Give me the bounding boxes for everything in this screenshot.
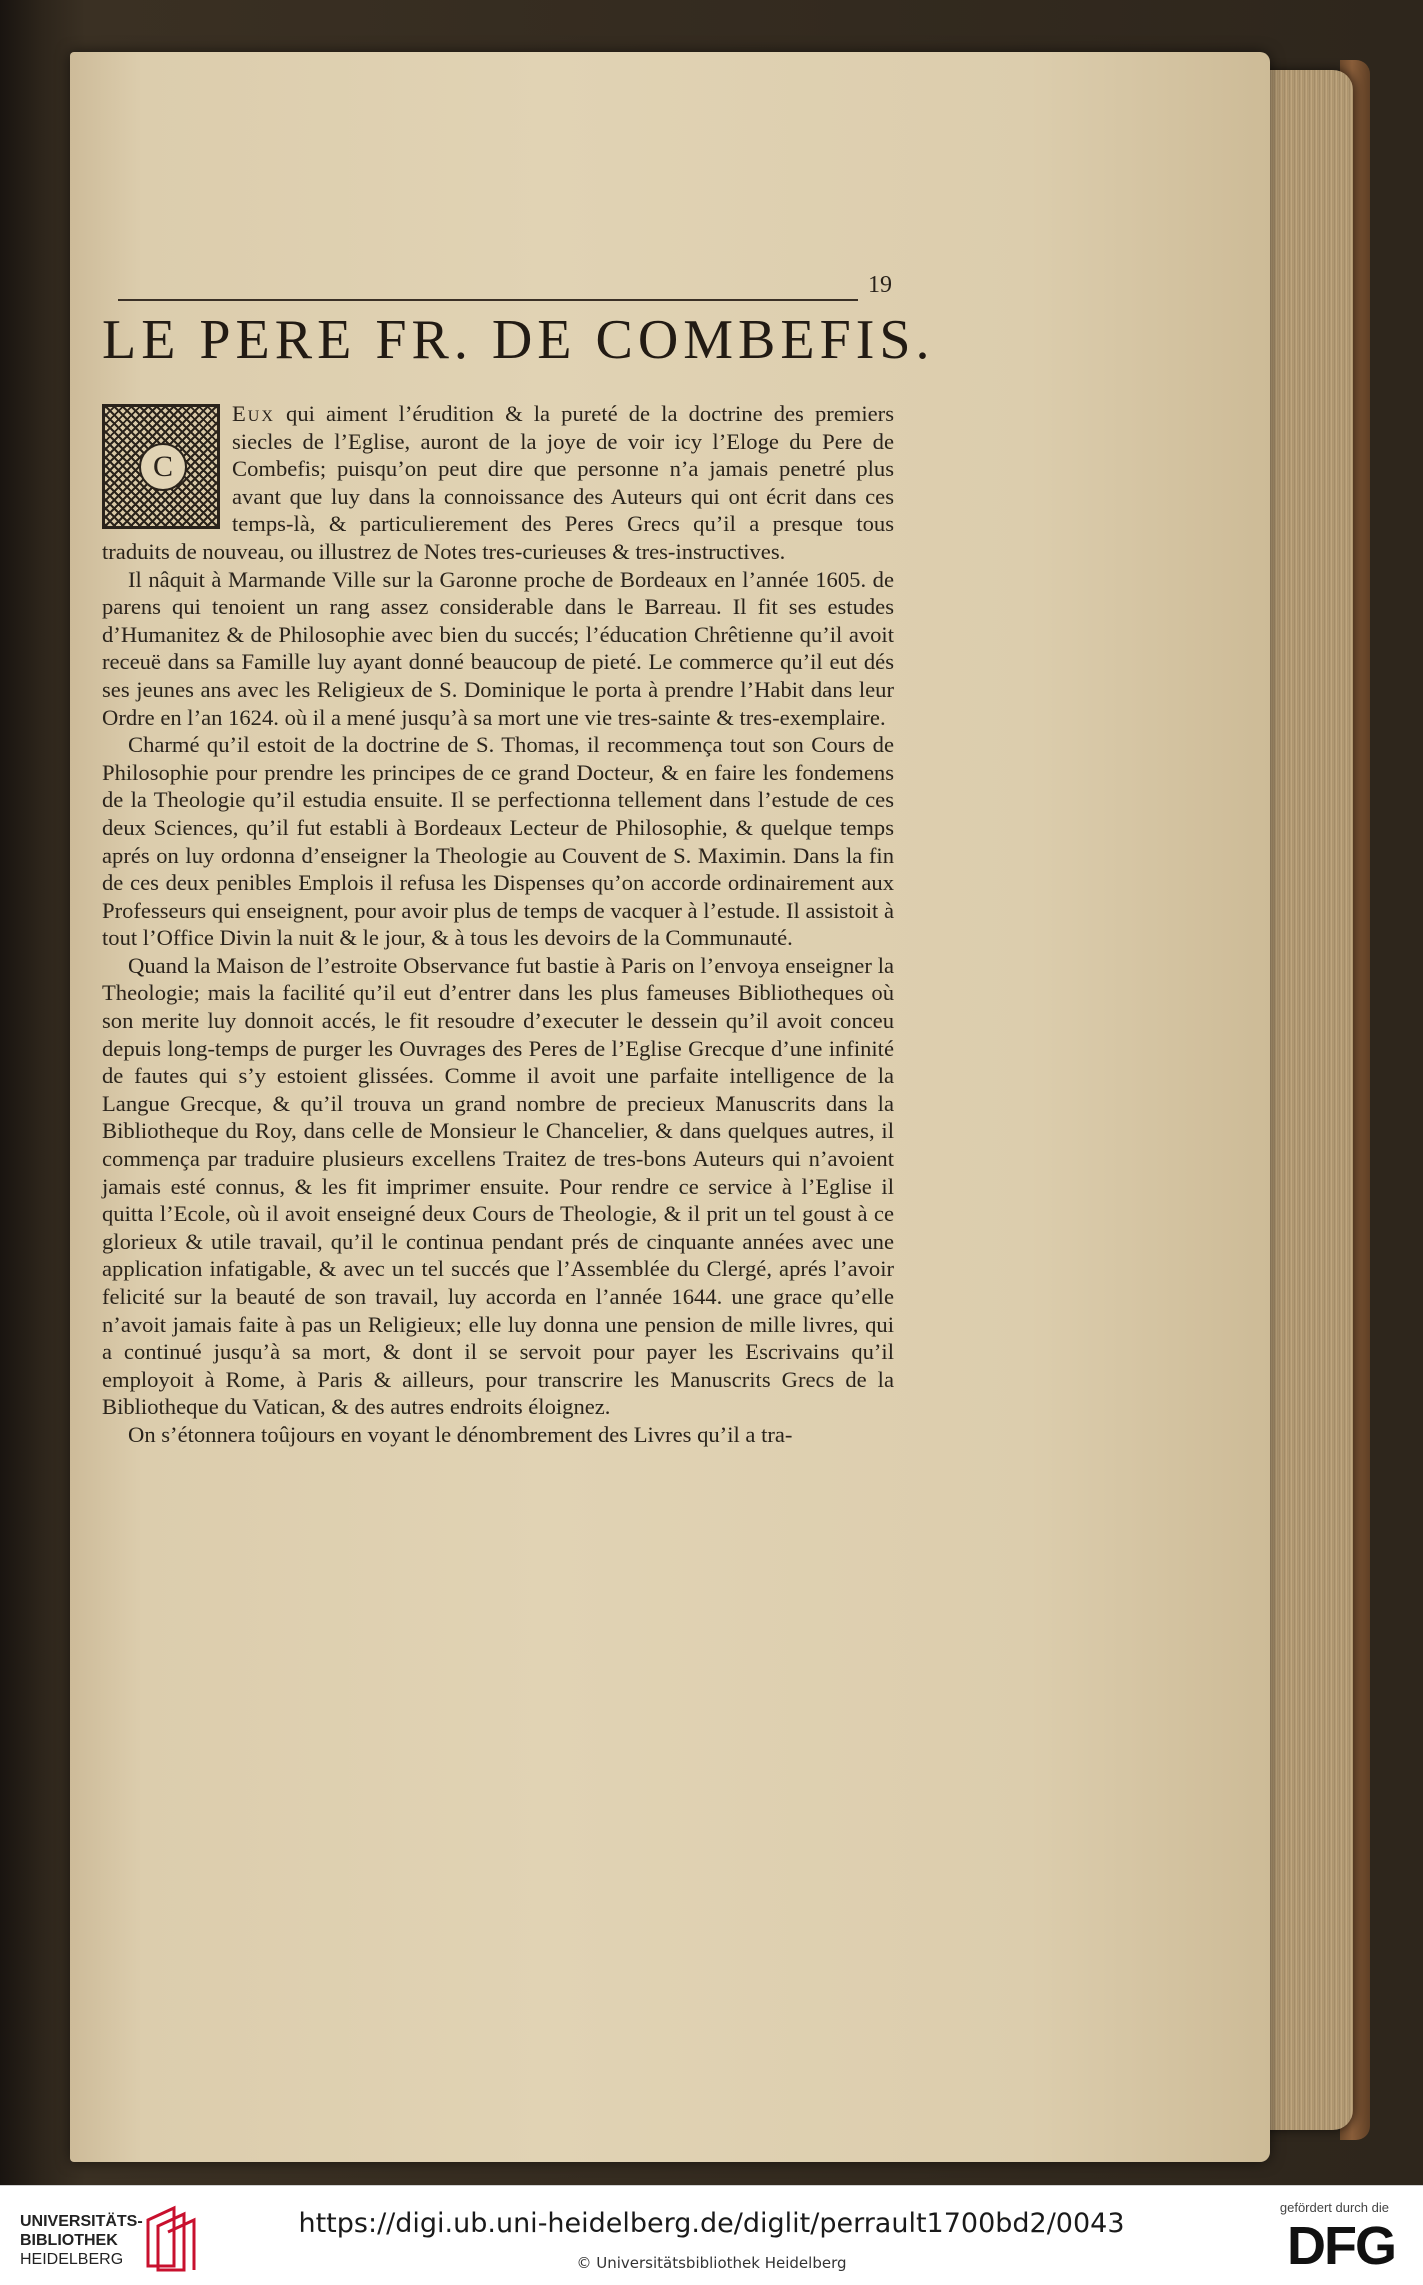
page-block-edge	[1258, 70, 1353, 2130]
page-title: LE PERE FR. DE COMBEFIS.	[102, 309, 935, 371]
document-url-link[interactable]: https://digi.ub.uni-heidelberg.de/diglit/perrault1700bd2/0043	[298, 2208, 1125, 2239]
paragraph-text: qui aiment l’érudition & la pureté de la doctrine des premiers siecles de l’Eglise, auront de la joye de voir icy l’Eloge du Pere de Combefis; puisqu’on peut dire que personne n’a jamais penetré plus avant que luy dans la connoissance des Auteurs qui ont écrit dans ces temps-là, & particulierement des Peres Grecs qu’il a presque tous traduits de nouveau, ou illustrez de Notes tres-curieuses & tres-instructives.	[102, 401, 894, 564]
paragraph-4: Quand la Maison de l’estroite Observance fut bastie à Paris on l’envoya enseigner la Theologie; mais la facilité qu’il eut d’entrer dans les plus fameuses Bibliotheques où son merite luy donnoit accés, le fit resoudre d’executer le dessein qu’il avoit conceu depuis long-temps de purger les Ouvrages des Peres de l’Eglise Grecque d’une infinité de fautes qui s’y estoient glissées. Comme il avoit une parfaite intelligence de la Langue Grecque, & qu’il trouva un grand nombre de precieux Manuscrits dans la Bibliotheque du Roy, dans celle de Monsieur le Chancelier, & dans quelques autres, il commença par traduire plusieurs excellens Traitez de tres-bons Auteurs qui n’avoient jamais esté connus, & les fit imprimer ensuite. Pour rendre ce service à l’Eglise il quitta l’Ecole, où il avoit enseigné deux Cours de Theologie, & il prit un tel goust à ce glorieux & utile travail, qu’il le continua pendant prés de cinquante années avec une application infatigable, & avec un tel succés que l’Assemblée du Clergé, aprés l’avoir felicité sur la beauté de son travail, luy accorda en l’année 1644. une grace qu’elle n’avoit jamais faite à pas un Religieux; elle luy donna une pension de mille livres, qui a continué jusqu’à sa mort, & dont il se servoit pour payer les Escrivains qu’il employoit à Rome, à Paris & ailleurs, pour transcrire les Manuscrits Grecs de la Bibliotheque du Vatican, & des autres endroits éloignez.	[102, 952, 894, 1420]
library-name-line3: HEIDELBERG	[20, 2251, 124, 2268]
paragraph-5: On s’étonnera toûjours en voyant le dénombrement des Livres qu’il a tra-	[128, 1421, 793, 1447]
funder-label: gefördert durch die	[1279, 2200, 1389, 2215]
copyright-notice: © Universitätsbibliothek Heidelberg	[576, 2254, 847, 2272]
paragraph-1	[102, 400, 894, 566]
header-rule	[118, 299, 858, 301]
library-name-line1: UNIVERSITÄTS-	[20, 2213, 143, 2230]
dropcap-letter: C	[139, 443, 187, 491]
dropcap-ornament	[102, 404, 220, 529]
first-word: Eux	[232, 401, 275, 426]
body-text	[102, 400, 894, 1449]
dfg-logo[interactable]: DFG	[1287, 2216, 1395, 2276]
paragraph-2: Il nâquit à Marmande Ville sur la Garonne proche de Bordeaux en l’année 1605. de parens qui tenoient un rang assez considerable dans le Barreau. Il fit ses estudes d’Humanitez & de Philosophie avec bien du succés; l’éducation Chrêtienne qu’il avoit receuë dans sa Famille luy ayant donné beaucoup de pieté. Le commerce qu’il eut dés ses jeunes ans avec les Religieux de S. Dominique le porta à prendre l’Habit dans leur Ordre en l’an 1624. où il a mené jusqu’à sa mort une vie tres-sainte & tres-exemplaire.	[102, 566, 894, 730]
paragraph-3: Charmé qu’il estoit de la doctrine de S. Thomas, il recommença tout son Cours de Philosophie pour prendre les principes de ce grand Docteur, & en faire les fondemens de la Theologie qu’il estudia ensuite. Il se perfectionna tellement dans l’estude de ces deux Sciences, qu’il fut establi à Bordeaux Lecteur de Philosophie, & quelque temps aprés on luy ordonna d’enseigner la Theologie au Couvent de S. Maximin. Dans la fin de ces deux penibles Emplois il refusa les Dispenses qu’on accorde ordinairement aux Professeurs qui enseignent, pour avoir plus de temps de vacquer à l’estude. Il assistoit à tout l’Office Divin la nuit & le jour, & à tous les devoirs de la Communauté.	[102, 732, 894, 951]
library-name-line2: BIBLIOTHEK	[20, 2232, 118, 2249]
page-number: 19	[868, 272, 892, 298]
footer-bar	[0, 2185, 1423, 2285]
